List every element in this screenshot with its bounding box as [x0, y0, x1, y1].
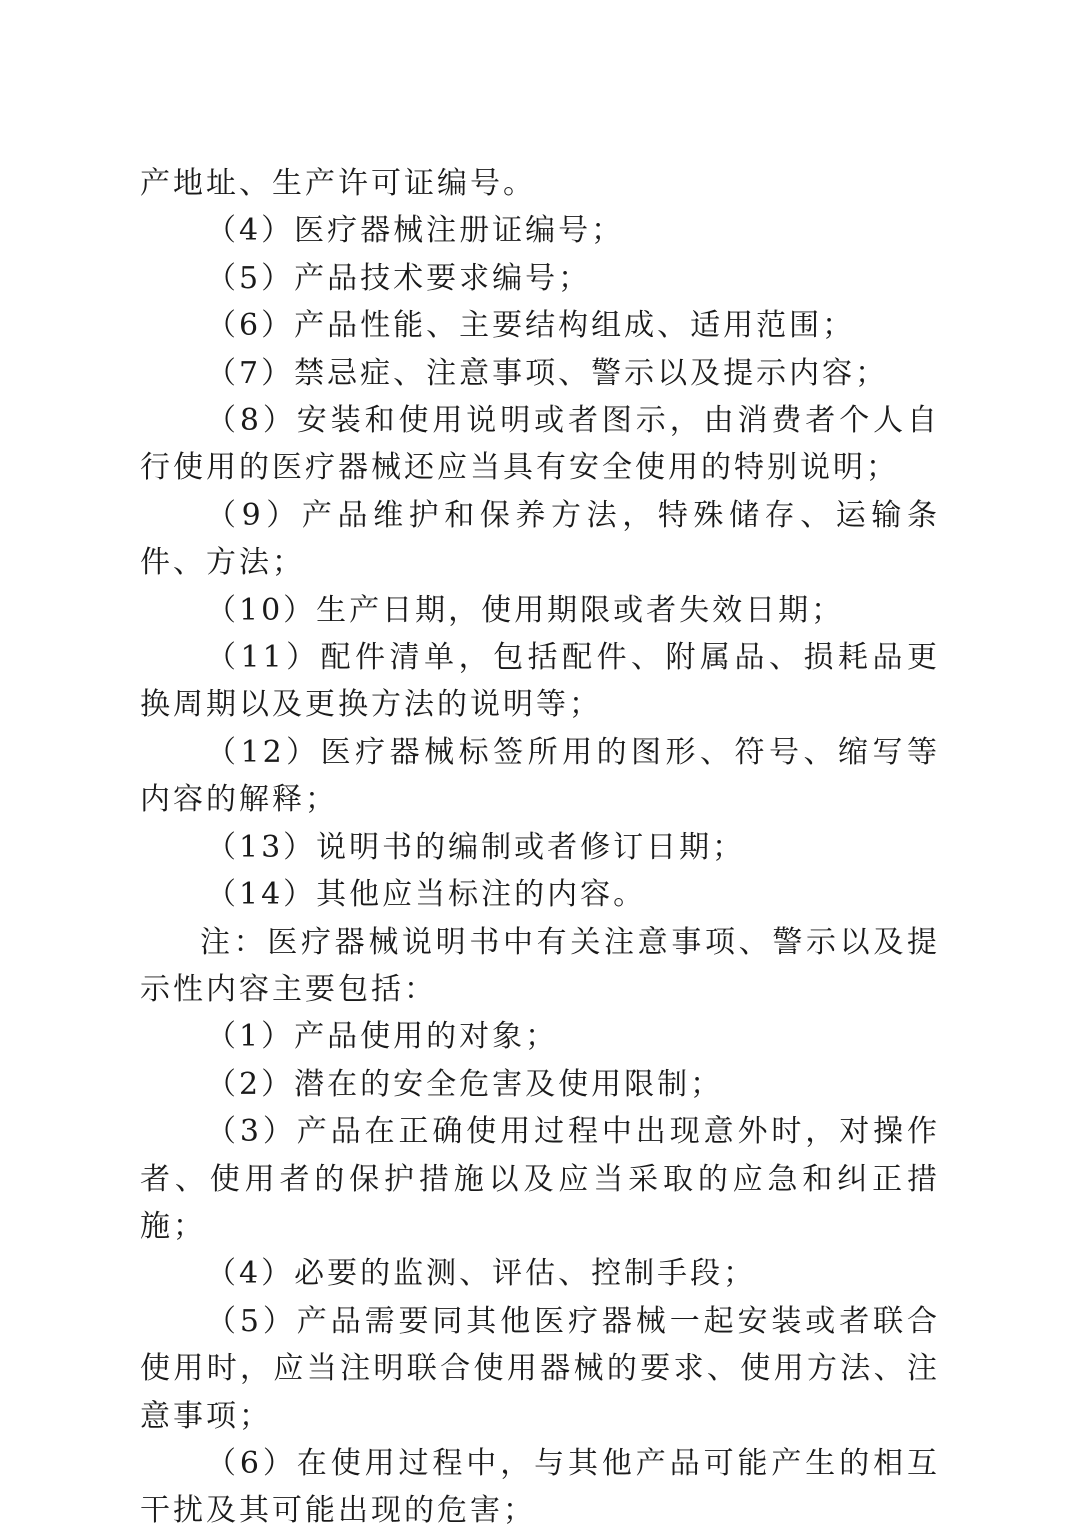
- list-item-7-contraindications: （7）禁忌症、注意事项、警示以及提示内容；: [206, 355, 889, 391]
- list-item-12-label-symbols: （12）医疗器械标签所用的图形、符号、缩写等内容的解释；: [140, 734, 940, 818]
- list-item-6-performance-scope: （6）产品性能、主要结构组成、适用范围；: [206, 308, 856, 344]
- list-item-8-installation-instructions: （8）安装和使用说明或者图示，由消费者个人自行使用的医疗器械还应当具有安全使用的特别说明；: [140, 403, 940, 486]
- paragraph-address-continuation: 产地址、生产许可证编号。: [140, 166, 536, 201]
- list-item-10-production-date: （10）生产日期，使用期限或者失效日期；: [206, 592, 845, 628]
- list-item-4-registration-number: （4）医疗器械注册证编号；: [206, 213, 625, 249]
- list-item-14-other-content: （14）其他应当标注的内容。: [206, 877, 647, 913]
- note-item-2-safety-hazards: （2）潜在的安全危害及使用限制；: [206, 1066, 724, 1102]
- note-item-5-combined-use: （5）产品需要同其他医疗器械一起安装或者联合使用时，应当注明联合使用器械的要求、使用方法、注意事项；: [140, 1303, 940, 1434]
- list-item-9-maintenance-storage: （9）产品维护和保养方法，特殊储存、运输条件、方法；: [140, 497, 940, 581]
- note-item-1-target-users: （1）产品使用的对象；: [206, 1019, 559, 1055]
- list-item-5-technical-requirements: （5）产品技术要求编号；: [206, 260, 592, 296]
- list-item-13-revision-date: （13）说明书的编制或者修订日期；: [206, 829, 746, 865]
- note-paragraph: 注：医疗器械说明书中有关注意事项、警示以及提示性内容主要包括：: [140, 924, 940, 1007]
- note-item-3-protective-measures: （3）产品在正确使用过程中出现意外时，对操作者、使用者的保护措施以及应当采取的应急和纠正措施；: [140, 1114, 940, 1244]
- note-item-6-interference: （6）在使用过程中，与其他产品可能产生的相互干扰及其可能出现的危害；: [140, 1445, 940, 1529]
- document-body: [140, 160, 940, 1535]
- list-item-11-accessory-list: （11）配件清单，包括配件、附属品、损耗品更换周期以及更换方法的说明等；: [140, 640, 940, 723]
- note-item-4-monitoring: （4）必要的监测、评估、控制手段；: [206, 1256, 757, 1292]
